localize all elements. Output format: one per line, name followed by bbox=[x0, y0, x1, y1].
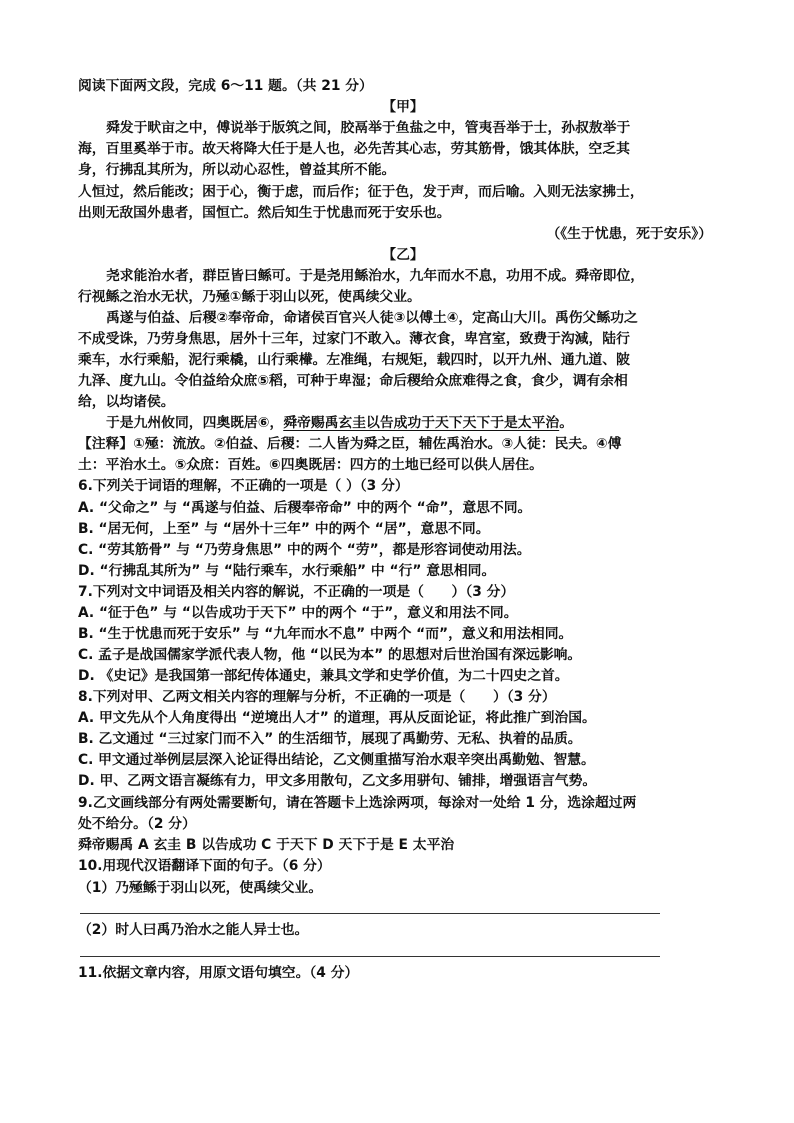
q7-option: B. “生于忧患而死于安乐” 与 “九年而水不息” 中两个 “而”，意义和用法相同。 bbox=[78, 626, 573, 642]
yi-line: 给，以均诸侯。 bbox=[78, 394, 175, 410]
q6-option: D. “行拂乱其所为” 与 “陆行乘车，水行乘船” 中 “行” 意思相同。 bbox=[78, 563, 496, 579]
jia-source: （《生于忧患，死于安乐》） bbox=[546, 226, 712, 242]
q6-option: B. “居无何，上至” 与 “居外十三年” 中的两个 “居”，意思不同。 bbox=[78, 521, 490, 537]
answer-line[interactable] bbox=[80, 913, 660, 914]
q11-stem: 11.依据文章内容，用原文语句填空。（4 分） bbox=[78, 965, 359, 981]
q9-stem: 9.乙文画线部分有两处需要断句，请在答题卡上选涂两项，每涂对一处给 1 分，选涂超过两 bbox=[78, 795, 637, 811]
jia-line: 出则无敌国外患者，国恒亡。然后知生于忧患而死于安乐也。 bbox=[78, 205, 451, 221]
q9-stem: 处不给分。（2 分） bbox=[78, 816, 196, 832]
yi-final-prefix: 于是九州攸同，四奥既居⑥， bbox=[106, 415, 284, 431]
yi-final-line bbox=[106, 413, 728, 434]
q8-option: A. 甲文先从个人角度得出 “逆境出人才” 的道理，再从反面论证，将此推广到治国。 bbox=[78, 710, 596, 726]
yi-line: 九泽、度九山。令伯益给众庶⑤稻，可种于卑湿；命后稷给众庶难得之食，食少，调有余相 bbox=[78, 373, 628, 389]
jia-line: 舜发于畎亩之中，傅说举于版筑之间，胶鬲举于鱼盐之中，管夷吾举于士，孙叔敖举于 bbox=[106, 120, 631, 136]
intro-line: 阅读下面两文段，完成 6～11 题。（共 21 分） bbox=[78, 78, 373, 94]
yi-line: 禹遂与伯益、后稷②奉帝命，命诸侯百官兴人徒③以傅土④，定高山大川。禹伤父鲧功之 bbox=[106, 310, 638, 326]
jia-line: 身，行拂乱其所为，所以动心忍性，曾益其所不能。 bbox=[78, 162, 396, 178]
jia-line: 人恒过，然后能改；困于心，衡于虑，而后作；征于色，发于声，而后喻。入则无法家拂士， bbox=[78, 184, 644, 200]
q10-stem: 10.用现代汉语翻译下面的句子。（6 分） bbox=[78, 858, 331, 874]
q7-option: D. 《史记》是我国第一部纪传体通史，兼具文学和史学价值，为二十四史之首。 bbox=[78, 668, 569, 684]
notes-line: 【注释】①殛：流放。②伯益、后稷：二人皆为舜之臣，辅佐禹治水。③人徒：民夫。④傅 bbox=[78, 436, 622, 452]
jia-heading: 【甲】 bbox=[382, 99, 424, 115]
q6-option: C. “劳其筋骨” 与 “乃劳身焦思” 中的两个 “劳”，都是形容词使动用法。 bbox=[78, 542, 531, 558]
yi-heading: 【乙】 bbox=[382, 247, 424, 263]
yi-line: 行视鲧之治水无状，乃殛①鲧于羽山以死，使禹续父业。 bbox=[78, 289, 421, 305]
q8-option: D. 甲、乙两文语言凝练有力，甲文多用散句，乙文多用骈句、铺排，增强语言气势。 bbox=[78, 773, 597, 789]
jia-line: 海，百里奚举于市。故天将降大任于是人也，必先苦其心志，劳其筋骨，饿其体肤，空乏其 bbox=[78, 141, 630, 157]
answer-line[interactable] bbox=[80, 956, 660, 957]
q8-stem: 8.下列对甲、乙两文相关内容的理解与分析，不正确的一项是（ ）（3 分） bbox=[78, 689, 556, 705]
q6-option: A. “父命之” 与 “禹遂与伯益、后稷奉帝命” 中的两个 “命”，意思不同。 bbox=[78, 500, 532, 516]
yi-underlined-sentence: 舜帝赐禹玄圭以告成功于天下天下于是太平治 bbox=[283, 415, 560, 431]
q9-choices: 舜帝赐禹 A 玄圭 B 以告成功 C 于天下 D 天下于是 E 太平治 bbox=[78, 837, 455, 853]
q8-option: C. 甲文通过举例层层深入论证得出结论，乙文侧重描写治水艰辛突出禹勤勉、智慧。 bbox=[78, 752, 595, 768]
notes-line: 土：平治水土。⑤众庶：百姓。⑥四奥既居：四方的土地已经可以供人居住。 bbox=[78, 457, 543, 473]
q10-item: （1）乃殛鲧于羽山以死，使禹续父业。 bbox=[78, 880, 323, 896]
q8-option: B. 乙文通过 “三过家门而不入” 的生活细节，展现了禹勤劳、无私、执着的品质。 bbox=[78, 731, 582, 747]
yi-line: 不成受诛，乃劳身焦思，居外十三年，过家门不敢入。薄衣食，卑宫室，致费于沟減，陆行 bbox=[78, 331, 630, 347]
yi-final-suffix: 。 bbox=[559, 415, 573, 431]
q7-option: C. 孟子是战国儒家学派代表人物，他 “以民为本” 的思想对后世治国有深远影响。 bbox=[78, 647, 582, 663]
q7-option: A. “征于色” 与 “以告成功于天下” 中的两个 “于”，意义和用法不同。 bbox=[78, 605, 518, 621]
yi-line: 尧求能治水者，群臣皆曰鲧可。于是尧用鲧治水，九年而水不息，功用不成。舜帝即位， bbox=[106, 268, 645, 284]
q10-item: （2）时人曰禹乃治水之能人异士也。 bbox=[78, 922, 309, 938]
q6-stem: 6.下列关于词语的理解，不正确的一项是（ ）（3 分） bbox=[78, 478, 409, 494]
q7-stem: 7.下列对文中词语及相关内容的解说，不正确的一项是（ ）（3 分） bbox=[78, 584, 515, 600]
yi-line: 乘车，水行乘船，泥行乘橇，山行乘檋。左准绳，右规矩，载四时，以开九州、通九道、陂 bbox=[78, 352, 630, 368]
